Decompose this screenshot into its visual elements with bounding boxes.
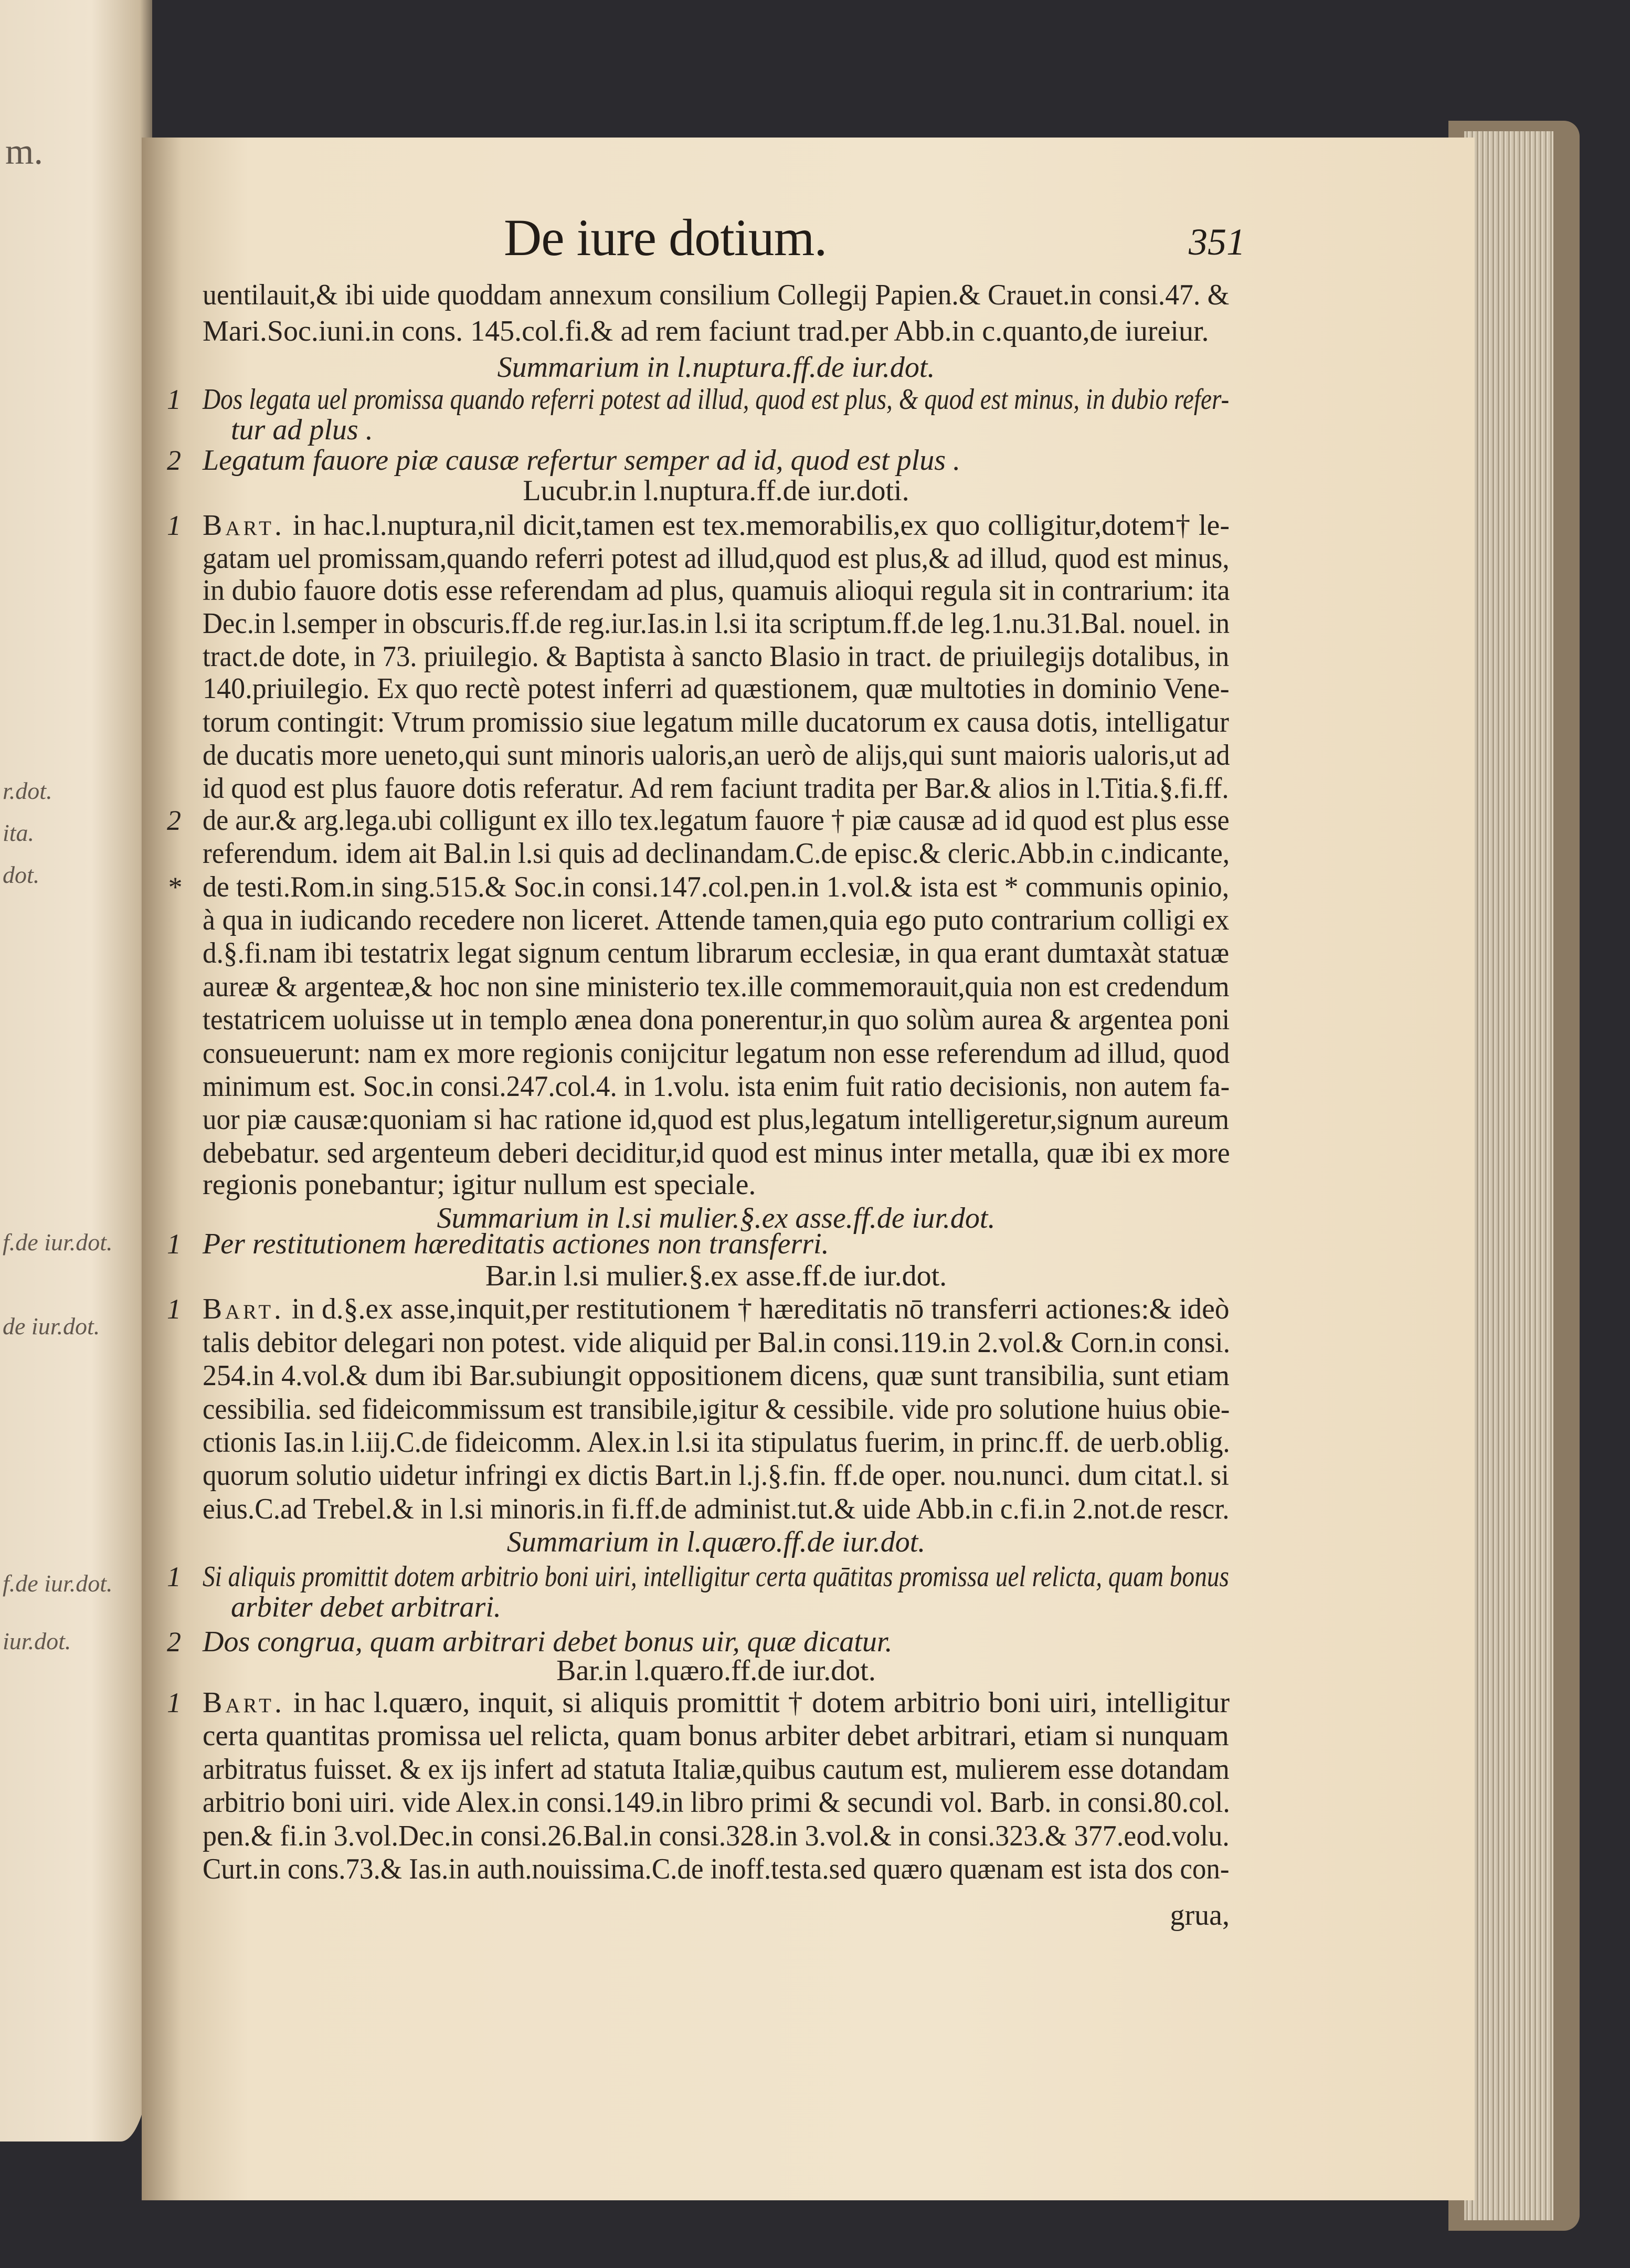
text-line: ctionis Ias.in l.iij.C.de fideicomm. Alex.in l.si ita stipulatus fuerim, in princ.ff. de uerb.oblig. bbox=[203, 1426, 1230, 1459]
text-line: arbiter debet arbitrari. bbox=[231, 1591, 501, 1623]
text-line: Legatum fauore piæ causæ refertur semper ad id, quod est plus . bbox=[203, 444, 961, 477]
margin-note-number: 2 bbox=[167, 445, 181, 476]
text-line: arbitrio boni uiri. vide Alex.in consi.149.in libro primi & secundi vol. Barb. in consi.80.col. bbox=[203, 1786, 1230, 1819]
left-page-fragment: f.de iur.dot. bbox=[3, 1570, 113, 1597]
text-line: de testi.Rom.in sing.515.& Soc.in consi.147.col.pen.in 1.vol.& ista est * communis opinio, bbox=[203, 871, 1230, 903]
text-line: certa quantitas promissa uel relicta, quam bonus arbiter debet arbitrari, etiam si nunquam bbox=[203, 1720, 1229, 1752]
text-line: Mari.Soc.iuni.in cons. 145.col.fi.& ad rem faciunt trad.per Abb.in c.quanto,de iureiur. bbox=[203, 315, 1209, 347]
margin-note-number: 1 bbox=[167, 1561, 181, 1592]
section-heading: Summarium in l.si mulier.§.ex asse.ff.de iur.dot. bbox=[437, 1202, 996, 1235]
text-line: de aur.& arg.lega.ubi colligunt ex illo tex.legatum fauore † piæ causæ ad id quod est plus esse bbox=[203, 804, 1230, 837]
text-line: tur ad plus . bbox=[231, 414, 373, 446]
margin-note-number: 1 bbox=[167, 384, 181, 415]
margin-note-number: 1 bbox=[167, 510, 181, 541]
text-line: à qua in iudicando recedere non liceret. Attende tamen,quia ego puto contrarium colligi ex bbox=[203, 904, 1230, 936]
left-page-fragment: m. bbox=[5, 132, 43, 172]
left-page-fragment: r.dot. bbox=[3, 777, 52, 804]
left-page-fragment: de iur.dot. bbox=[3, 1313, 100, 1339]
text-line: referendum. idem ait Bal.in l.si quis ad declinandam.C.de episc.& cleric.Abb.in c.indicante, bbox=[203, 837, 1230, 870]
margin-note-number: 2 bbox=[167, 1626, 181, 1658]
left-page-fragment: dot. bbox=[3, 861, 40, 888]
text-line: regionis ponebantur; igitur nullum est speciale. bbox=[203, 1168, 756, 1201]
text-line: eius.C.ad Trebel.& in l.si minoris.in fi.ff.de administ.tut.& uide Abb.in c.fi.in 2.not.de rescr. bbox=[203, 1493, 1230, 1525]
text-line: Dos legata uel promissa quando referri potest ad illud, quod est plus, & quod est minus, in dubio refer- bbox=[203, 383, 1230, 416]
text-line: talis debitor delegari non potest. vide aliquid per Bal.in consi.119.in 2.vol.& Corn.in consi. bbox=[203, 1326, 1231, 1359]
running-title: De iure dotium. bbox=[504, 208, 827, 267]
section-heading: Bar.in l.quæro.ff.de iur.dot. bbox=[556, 1654, 876, 1687]
section-heading: Summarium in l.nuptura.ff.de iur.dot. bbox=[497, 351, 935, 384]
text-line: aureæ & argenteæ,& hoc non sine ministerio tex.ille commemorauit,quia non est credendum bbox=[203, 971, 1230, 1003]
text-line: 254.in 4.vol.& dum ibi Bar.subiungit oppositionem dicens, quæ sunt transibilia, sunt etiam bbox=[203, 1359, 1230, 1392]
text-line: id quod est plus fauore dotis referatur. Ad rem faciunt tradita per Bar.& alios in l.Titia.§.fi.ff. bbox=[203, 772, 1229, 805]
text-line: consueuerunt: nam ex more regionis conijcitur legatum non esse referendum ad illud, quod bbox=[203, 1037, 1230, 1070]
left-page-fragment: f.de iur.dot. bbox=[3, 1229, 113, 1256]
margin-note-number: 1 bbox=[167, 1687, 181, 1718]
page-edges bbox=[1464, 131, 1553, 2220]
text-line: in dubio fauore dotis esse referendam ad plus, quamuis alioqui regula sit in contrarium: ita bbox=[203, 574, 1230, 607]
text-line: uor piæ causæ:quoniam si hac ratione id,quod est plus,legatum intelligeretur,signum aureum bbox=[203, 1103, 1230, 1136]
text-line: gatam uel promissam,quando referri potest ad illud,quod est plus,& ad illud, quod est minus, bbox=[203, 542, 1230, 575]
text-line: de ducatis more ueneto,qui sunt minoris ualoris,an uerò de alijs,qui sunt maioris ualoris,ut ad bbox=[203, 739, 1230, 772]
page-number: 351 bbox=[1189, 221, 1245, 263]
text-line: Bart. in d.§.ex asse,inquit,per restitutionem † hæreditatis nō transferri actiones:& ideò bbox=[203, 1293, 1230, 1325]
text-line: tract.de dote, in 73. priuilegio. & Baptista à sancto Blasio in tract. de priuilegijs dotalibus, in bbox=[203, 640, 1230, 673]
text-line: cessibilia. sed fideicommissum est transibile,igitur & cessibile. vide pro solutione huius obie- bbox=[203, 1393, 1230, 1426]
text-line: pen.& fi.in 3.vol.Dec.in consi.26.Bal.in consi.328.in 3.vol.& in consi.323.& 377.eod.volu. bbox=[203, 1820, 1230, 1852]
text-line: Bart. in hac l.quæro, inquit, si aliquis promittit † dotem arbitrio boni uiri, intelligitur bbox=[203, 1686, 1230, 1719]
text-line: Per restitutionem hæreditatis actiones non transferri. bbox=[203, 1228, 829, 1260]
text-line: debebatur. sed argenteum deberi deciditur,id quod est minus inter metalla, quæ ibi ex more bbox=[203, 1137, 1230, 1169]
margin-note-number: 2 bbox=[167, 805, 181, 836]
left-page-fragment: ita. bbox=[3, 819, 35, 846]
section-heading: Lucubr.in l.nuptura.ff.de iur.doti. bbox=[523, 474, 909, 507]
text-line: torum contingit: Vtrum promissio siue legatum mille ducatorum ex causa dotis, intelligatur bbox=[203, 706, 1229, 739]
text-line: Curt.in cons.73.& Ias.in auth.nouissima.C.de inoff.testa.sed quæro quænam est ista dos con- bbox=[203, 1853, 1230, 1885]
text-line: quorum solutio uidetur infringi ex dictis Bart.in l.j.§.fin. ff.de oper. nou.nunci. dum citat.l. si bbox=[203, 1459, 1229, 1492]
text-line: uentilauit,& ibi uide quoddam annexum consilium Collegij Papien.& Crauet.in consi.47. & bbox=[203, 279, 1230, 311]
text-line: arbitratus fuisset. & ex ijs infert ad statuta Italiæ,quibus cautum est, mulierem esse dotandam bbox=[203, 1753, 1230, 1786]
text-line: Dec.in l.semper in obscuris.ff.de reg.iur.Ias.in l.si ita scriptum.ff.de leg.1.nu.31.Bal. nouel. in bbox=[203, 607, 1230, 640]
margin-note-number: * bbox=[167, 871, 181, 903]
section-heading: Summarium in l.quæro.ff.de iur.dot. bbox=[506, 1526, 926, 1558]
margin-note-number: 1 bbox=[167, 1228, 181, 1260]
text-line: Bart. in hac.l.nuptura,nil dicit,tamen est tex.memorabilis,ex quo colligitur,dotem† le- bbox=[203, 509, 1230, 542]
text-line: testatricem uoluisse ut in templo ænea dona ponerentur,in quo solùm aurea & argentea poni bbox=[203, 1004, 1230, 1036]
text-line: d.§.fi.nam ibi testatrix legat signum centum librarum ecclesiæ, in qua erant dumtaxàt statuæ bbox=[203, 937, 1230, 969]
text-line: grua, bbox=[1170, 1899, 1230, 1932]
left-page-fragment: iur.dot. bbox=[3, 1628, 71, 1654]
text-line: Si aliquis promittit dotem arbitrio boni uiri, intelligitur certa quātitas promissa uel relicta, quam bonus bbox=[203, 1560, 1229, 1593]
left-page bbox=[0, 0, 152, 2142]
margin-note-number: 1 bbox=[167, 1293, 181, 1325]
text-line: minimum est. Soc.in consi.247.col.4. in 1.volu. ista enim fuit ratio decisionis, non autem fa- bbox=[203, 1070, 1230, 1103]
text-line: 140.priuilegio. Ex quo rectè potest inferri ad quæstionem, quæ multoties in dominio Vene- bbox=[203, 672, 1230, 705]
text-line: Dos congrua, quam arbitrari debet bonus uir, quæ dicatur. bbox=[203, 1626, 893, 1658]
section-heading: Bar.in l.si mulier.§.ex asse.ff.de iur.dot. bbox=[485, 1260, 947, 1292]
